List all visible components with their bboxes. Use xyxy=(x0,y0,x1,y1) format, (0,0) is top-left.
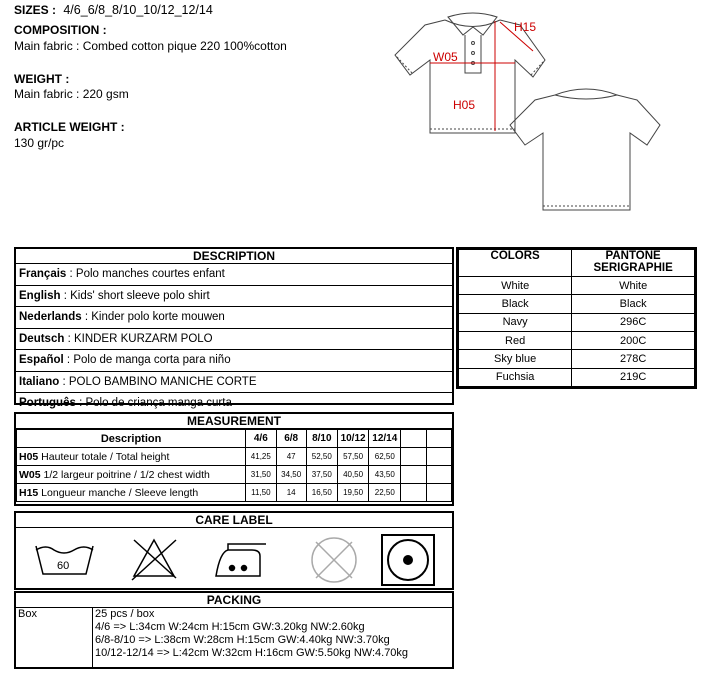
color-name: Red xyxy=(459,331,572,349)
measurement-desc-header: Description xyxy=(17,430,246,448)
measurement-label: Longueur manche / Sleeve length xyxy=(38,486,199,499)
color-row xyxy=(459,350,695,368)
packing-line: 4/6 => L:34cm W:24cm H:15cm GW:3.20kg NW:2.60kg xyxy=(95,621,365,633)
sizes-line xyxy=(14,3,213,17)
packing-label: Box xyxy=(16,608,93,668)
measurement-code: H05 xyxy=(19,450,39,463)
care-label-title: CARE LABEL xyxy=(16,513,452,528)
empty-cell xyxy=(426,484,451,502)
measurement-value: 43,50 xyxy=(369,466,401,484)
measurement-row xyxy=(17,484,452,502)
color-row xyxy=(459,313,695,331)
size-header: 6/8 xyxy=(276,430,306,448)
measurement-code: W05 xyxy=(19,468,41,481)
measurement-row xyxy=(17,448,452,466)
description-text: : Polo de manga corta para niño xyxy=(63,354,231,367)
back-polo-outline xyxy=(510,95,660,210)
packing-lines xyxy=(93,608,453,668)
measurement-value: 22,50 xyxy=(369,484,401,502)
measurement-value: 11,50 xyxy=(246,484,276,502)
description-text: : Polo de criança manga curta xyxy=(75,397,232,410)
description-title: DESCRIPTION xyxy=(16,249,452,264)
packing-line: 6/8-8/10 => L:38cm W:28cm H:15cm GW:4.40kg NW:3.70kg xyxy=(95,634,390,646)
measurement-value: 52,50 xyxy=(306,448,337,466)
color-row xyxy=(459,295,695,313)
description-row xyxy=(16,350,452,372)
measurement-box xyxy=(14,412,454,506)
packing-title: PACKING xyxy=(16,593,452,608)
measurement-value: 19,50 xyxy=(337,484,369,502)
empty-cell xyxy=(426,448,451,466)
pantone-code: Black xyxy=(572,295,695,313)
description-row xyxy=(16,264,452,285)
size-header: 8/10 xyxy=(306,430,337,448)
wash-60-icon xyxy=(36,546,93,574)
empty-cell xyxy=(426,466,451,484)
front-polo-outline xyxy=(395,20,545,133)
size-header: 10/12 xyxy=(337,430,369,448)
description-row xyxy=(16,371,452,393)
no-bleach-icon xyxy=(132,540,176,580)
weight-label: WEIGHT : xyxy=(14,72,70,86)
measurement-table xyxy=(16,429,452,502)
description-lang: Deutsch xyxy=(19,332,65,345)
description-lang: English xyxy=(19,289,61,302)
sizes-label: SIZES : xyxy=(14,3,57,17)
description-text: : KINDER KURZARM POLO xyxy=(64,332,213,345)
pantone-code: 219C xyxy=(572,368,695,386)
measurement-value: 40,50 xyxy=(337,466,369,484)
composition-label: COMPOSITION : xyxy=(14,23,107,37)
measurement-value: 57,50 xyxy=(337,448,369,466)
pantone-header-line1: PANTONE xyxy=(605,250,661,262)
color-name: Black xyxy=(459,295,572,313)
empty-cell xyxy=(401,466,426,484)
tumble-dry-icon xyxy=(382,535,434,585)
w05-label: W05 xyxy=(433,50,458,64)
description-text: : Polo manches courtes enfant xyxy=(66,268,225,281)
description-lang: Español xyxy=(19,354,64,367)
pantone-code: 296C xyxy=(572,313,695,331)
measurement-code: H15 xyxy=(19,486,39,499)
measurement-label: Hauteur totale / Total height xyxy=(38,450,170,463)
description-table xyxy=(16,264,452,414)
measurement-label: 1/2 largeur poitrine / 1/2 chest width xyxy=(40,468,210,481)
measurement-value: 34,50 xyxy=(276,466,306,484)
pantone-code: 278C xyxy=(572,350,695,368)
pantone-header-line2: SERIGRAPHIE xyxy=(593,262,673,274)
pantone-code: 200C xyxy=(572,331,695,349)
measurement-value: 31,50 xyxy=(246,466,276,484)
description-lang: Italiano xyxy=(19,375,60,388)
pantone-header xyxy=(572,250,695,277)
description-lang: Français xyxy=(19,268,67,281)
h05-label: H05 xyxy=(453,98,476,112)
colors-table xyxy=(458,249,695,387)
description-box xyxy=(14,247,454,410)
colors-box xyxy=(456,247,697,389)
packing-table xyxy=(16,608,452,668)
polo-technical-drawing xyxy=(385,5,665,215)
article-weight-label: ARTICLE WEIGHT : xyxy=(14,120,125,134)
color-row xyxy=(459,368,695,386)
packing-line: 10/12-12/14 => L:42cm W:32cm H:16cm GW:5.50kg NW:4.70kg xyxy=(95,647,409,659)
size-header: 12/14 xyxy=(369,430,401,448)
measurement-value: 47 xyxy=(276,448,306,466)
measurement-value: 37,50 xyxy=(306,466,337,484)
h15-label: H15 xyxy=(514,20,537,34)
description-lang: Nederlands xyxy=(19,311,82,324)
color-row xyxy=(459,331,695,349)
description-row xyxy=(16,307,452,329)
color-name: Sky blue xyxy=(459,350,572,368)
sizes-value: 4/6_6/8_8/10_10/12_12/14 xyxy=(63,3,213,17)
packing-line: 25 pcs / box xyxy=(95,608,155,620)
measurement-row xyxy=(17,466,452,484)
empty-cell xyxy=(401,484,426,502)
weight-value: Main fabric : 220 gsm xyxy=(14,87,129,101)
empty-size-header xyxy=(426,430,451,448)
care-label-box xyxy=(14,511,454,590)
description-lang: Português xyxy=(19,397,76,410)
color-name: Fuchsia xyxy=(459,368,572,386)
colors-header: COLORS xyxy=(459,250,572,277)
article-weight-value: 130 gr/pc xyxy=(14,136,65,150)
description-row xyxy=(16,328,452,350)
measurement-title: MEASUREMENT xyxy=(16,414,452,429)
description-row xyxy=(16,285,452,307)
measurement-value: 41,25 xyxy=(246,448,276,466)
pantone-code: White xyxy=(572,277,695,295)
description-text: : Kinder polo korte mouwen xyxy=(81,311,225,324)
wash-temp: 60 xyxy=(57,560,70,572)
empty-size-header xyxy=(401,430,426,448)
color-row xyxy=(459,277,695,295)
no-dry-clean-icon xyxy=(312,538,356,582)
empty-cell xyxy=(401,448,426,466)
color-name: Navy xyxy=(459,313,572,331)
composition-value: Main fabric : Combed cotton pique 220 100%cotton xyxy=(14,39,287,53)
packing-box xyxy=(14,591,454,669)
measurement-value: 16,50 xyxy=(306,484,337,502)
color-name: White xyxy=(459,277,572,295)
measurement-value: 62,50 xyxy=(369,448,401,466)
iron-medium-icon xyxy=(216,544,266,576)
description-text: : Kids' short sleeve polo shirt xyxy=(60,289,210,302)
description-row xyxy=(16,393,452,414)
measurement-value: 14 xyxy=(276,484,306,502)
care-symbols xyxy=(16,528,452,590)
size-header: 4/6 xyxy=(246,430,276,448)
description-text: : POLO BAMBINO MANICHE CORTE xyxy=(59,375,257,388)
